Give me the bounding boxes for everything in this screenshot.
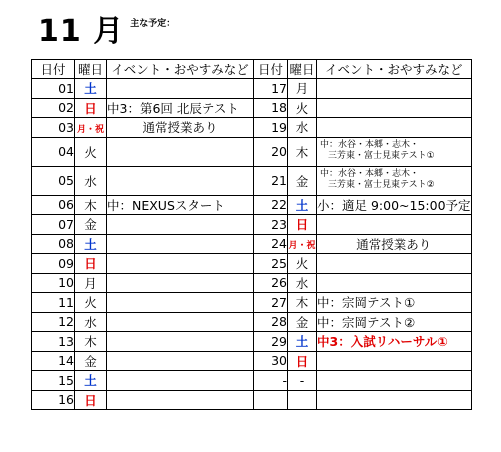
left-weekday-cell bbox=[75, 137, 107, 166]
weekday-label: 月 bbox=[295, 81, 309, 97]
weekday-label: 金 bbox=[295, 173, 309, 189]
left-event-cell bbox=[107, 312, 254, 332]
left-weekday-cell bbox=[75, 371, 107, 391]
right-date-cell: 27 bbox=[254, 293, 288, 313]
table-row bbox=[32, 351, 472, 371]
right-weekday-cell bbox=[288, 332, 317, 352]
left-date-cell: 06 bbox=[32, 195, 75, 215]
left-date-cell: 02 bbox=[32, 98, 75, 118]
table-row bbox=[32, 137, 472, 166]
left-weekday-cell bbox=[75, 234, 107, 254]
event-text: 通常授業あり bbox=[142, 120, 218, 136]
left-weekday-cell bbox=[75, 195, 107, 215]
table-row bbox=[32, 234, 472, 254]
left-weekday-cell bbox=[75, 273, 107, 293]
left-event-cell bbox=[107, 273, 254, 293]
right-date-cell: 28 bbox=[254, 312, 288, 332]
table-row bbox=[32, 312, 472, 332]
left-weekday-cell bbox=[75, 118, 107, 138]
table-row bbox=[32, 390, 472, 410]
weekday-label: 日 bbox=[295, 217, 309, 233]
column-header-events: イベント・おやすみなど bbox=[107, 60, 254, 79]
weekday-label: 木 bbox=[295, 295, 309, 311]
left-date-cell: 13 bbox=[32, 332, 75, 352]
table-row bbox=[32, 79, 472, 99]
weekday-label: 土 bbox=[84, 81, 97, 97]
weekday-label: 月・祝 bbox=[76, 124, 104, 135]
right-event-cell bbox=[317, 371, 472, 391]
right-event-cell bbox=[317, 332, 472, 352]
left-date-cell: 10 bbox=[32, 273, 75, 293]
left-event-cell bbox=[107, 332, 254, 352]
table-row bbox=[32, 215, 472, 235]
right-event-cell bbox=[317, 312, 472, 332]
weekday-label: 火 bbox=[84, 144, 97, 160]
schedule-note-label: 主な予定： bbox=[130, 19, 176, 29]
right-date-cell bbox=[254, 390, 288, 410]
weekday-label: 木 bbox=[295, 144, 309, 160]
weekday-label: 木 bbox=[84, 334, 97, 350]
left-event-cell bbox=[107, 293, 254, 313]
left-weekday-cell bbox=[75, 166, 107, 195]
right-date-cell: 19 bbox=[254, 118, 288, 138]
left-weekday-cell bbox=[75, 215, 107, 235]
right-event-cell bbox=[317, 195, 472, 215]
weekday-label: 日 bbox=[295, 353, 309, 369]
right-event-cell bbox=[317, 351, 472, 371]
right-weekday-cell bbox=[288, 351, 317, 371]
right-date-cell: 17 bbox=[254, 79, 288, 99]
left-event-cell bbox=[107, 195, 254, 215]
right-date-cell: 24 bbox=[254, 234, 288, 254]
right-weekday-cell bbox=[288, 273, 317, 293]
left-date-cell: 11 bbox=[32, 293, 75, 313]
weekday-label: 土 bbox=[84, 373, 97, 389]
event-text: 中3：第6回 北辰テスト bbox=[107, 100, 239, 116]
left-weekday-cell bbox=[75, 254, 107, 274]
left-event-cell bbox=[107, 351, 254, 371]
left-date-cell: 05 bbox=[32, 166, 75, 195]
right-date-cell: 29 bbox=[254, 332, 288, 352]
weekday-label: 金 bbox=[84, 353, 97, 369]
left-date-cell: 01 bbox=[32, 79, 75, 99]
weekday-label: 土 bbox=[295, 197, 309, 213]
right-date-cell: 30 bbox=[254, 351, 288, 371]
weekday-label: 水 bbox=[84, 314, 97, 330]
right-weekday-cell bbox=[288, 390, 317, 410]
right-date-cell: 23 bbox=[254, 215, 288, 235]
right-event-cell bbox=[317, 166, 472, 195]
right-weekday-cell bbox=[288, 118, 317, 138]
column-header-events: イベント・おやすみなど bbox=[317, 60, 472, 79]
event-line: 中：水谷・本郷・志木・ bbox=[320, 139, 420, 150]
weekday-label: 水 bbox=[295, 275, 309, 291]
weekday-label: 月 bbox=[84, 275, 97, 291]
left-event-cell bbox=[107, 371, 254, 391]
left-event-cell bbox=[107, 390, 254, 410]
weekday-label: 金 bbox=[295, 314, 309, 330]
weekday-label: 金 bbox=[84, 217, 97, 233]
left-event-cell bbox=[107, 98, 254, 118]
left-weekday-cell bbox=[75, 312, 107, 332]
table-row bbox=[32, 293, 472, 313]
right-weekday-cell bbox=[288, 98, 317, 118]
left-event-cell bbox=[107, 215, 254, 235]
column-header-date: 日付 bbox=[32, 60, 75, 79]
table-row bbox=[32, 118, 472, 138]
right-event-cell bbox=[317, 79, 472, 99]
left-date-cell: 04 bbox=[32, 137, 75, 166]
weekday-label: 日 bbox=[84, 100, 97, 116]
right-event-cell bbox=[317, 390, 472, 410]
left-event-cell bbox=[107, 137, 254, 166]
event-text: 中3：入試リハーサル① bbox=[317, 334, 448, 350]
right-event-cell bbox=[317, 98, 472, 118]
right-date-cell: 18 bbox=[254, 98, 288, 118]
right-date-cell: 20 bbox=[254, 137, 288, 166]
left-weekday-cell bbox=[75, 293, 107, 313]
table-row bbox=[32, 332, 472, 352]
weekday-label: 火 bbox=[84, 295, 97, 311]
calendar-body bbox=[32, 79, 472, 410]
event-text: 小：適足 9:00~15:00予定 bbox=[317, 197, 471, 213]
table-header-row bbox=[32, 60, 472, 79]
weekday-label: 木 bbox=[84, 197, 97, 213]
right-weekday-cell bbox=[288, 137, 317, 166]
left-event-cell bbox=[107, 118, 254, 138]
right-weekday-cell bbox=[288, 79, 317, 99]
weekday-label: - bbox=[299, 372, 305, 388]
left-event-cell bbox=[107, 166, 254, 195]
event-text: 中：宗岡テスト② bbox=[317, 314, 416, 330]
table-row bbox=[32, 195, 472, 215]
table-row bbox=[32, 98, 472, 118]
left-date-cell: 15 bbox=[32, 371, 75, 391]
event-text: 中：宗岡テスト① bbox=[317, 295, 416, 311]
weekday-label: 土 bbox=[295, 334, 309, 350]
weekday-label: 月・祝 bbox=[288, 241, 316, 252]
right-event-cell bbox=[317, 215, 472, 235]
event-text: 通常授業あり bbox=[356, 236, 432, 252]
right-event-cell bbox=[317, 118, 472, 138]
table-row bbox=[32, 166, 472, 195]
right-event-cell bbox=[317, 137, 472, 166]
left-date-cell: 12 bbox=[32, 312, 75, 332]
weekday-label: 火 bbox=[295, 100, 309, 116]
left-date-cell: 09 bbox=[32, 254, 75, 274]
right-date-cell: 22 bbox=[254, 195, 288, 215]
calendar-table bbox=[31, 59, 472, 410]
left-date-cell: 14 bbox=[32, 351, 75, 371]
weekday-label: 火 bbox=[295, 256, 309, 272]
right-event-cell bbox=[317, 293, 472, 313]
event-line: 中：水谷・本郷・志木・ bbox=[320, 168, 420, 179]
right-date-cell: 21 bbox=[254, 166, 288, 195]
left-weekday-cell bbox=[75, 332, 107, 352]
right-weekday-cell bbox=[288, 166, 317, 195]
table-row bbox=[32, 254, 472, 274]
left-event-cell bbox=[107, 254, 254, 274]
right-weekday-cell bbox=[288, 293, 317, 313]
right-weekday-cell bbox=[288, 215, 317, 235]
event-line: 三芳東・富士見東テスト① bbox=[328, 150, 435, 161]
left-event-cell bbox=[107, 79, 254, 99]
weekday-label: 水 bbox=[84, 173, 97, 189]
left-weekday-cell bbox=[75, 98, 107, 118]
calendar-header bbox=[38, 14, 175, 50]
weekday-label: 日 bbox=[84, 256, 97, 272]
right-weekday-cell bbox=[288, 234, 317, 254]
column-header-date: 日付 bbox=[254, 60, 288, 79]
column-header-weekday: 曜日 bbox=[75, 60, 107, 79]
left-weekday-cell bbox=[75, 79, 107, 99]
month-title: 11 月 bbox=[38, 14, 125, 49]
left-date-cell: 08 bbox=[32, 234, 75, 254]
left-weekday-cell bbox=[75, 390, 107, 410]
right-weekday-cell bbox=[288, 195, 317, 215]
weekday-label: 水 bbox=[295, 120, 309, 136]
event-line: 三芳東・富士見東テスト② bbox=[328, 179, 435, 190]
left-date-cell: 16 bbox=[32, 390, 75, 410]
column-header-weekday: 曜日 bbox=[288, 60, 317, 79]
left-event-cell bbox=[107, 234, 254, 254]
right-event-cell bbox=[317, 273, 472, 293]
right-weekday-cell bbox=[288, 312, 317, 332]
table-row bbox=[32, 371, 472, 391]
weekday-label: 土 bbox=[84, 236, 97, 252]
event-text: 中：NEXUSスタート bbox=[107, 197, 225, 213]
right-event-cell bbox=[317, 234, 472, 254]
right-date-cell: 26 bbox=[254, 273, 288, 293]
weekday-label: 日 bbox=[84, 392, 97, 408]
right-date-cell: - bbox=[254, 371, 288, 391]
right-weekday-cell bbox=[288, 254, 317, 274]
left-date-cell: 03 bbox=[32, 118, 75, 138]
right-date-cell: 25 bbox=[254, 254, 288, 274]
left-date-cell: 07 bbox=[32, 215, 75, 235]
left-weekday-cell bbox=[75, 351, 107, 371]
right-weekday-cell bbox=[288, 371, 317, 391]
right-event-cell bbox=[317, 254, 472, 274]
table-row bbox=[32, 273, 472, 293]
